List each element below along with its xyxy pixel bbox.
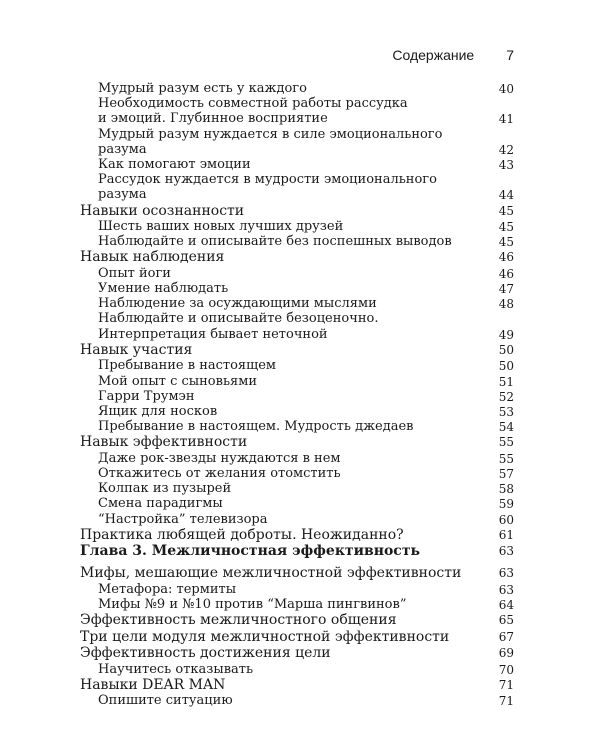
toc-subsection [0,296,600,311]
running-header-title: Содержание [392,47,475,63]
toc-section [0,434,600,451]
toc-entry-title: Ящик для носков [98,403,218,419]
toc-entry-page: 47 [498,282,514,297]
toc-entry-title: Шесть ваших новых лучших друзей [98,219,344,234]
toc-section [0,249,600,266]
toc-entry-page: 58 [498,482,514,497]
toc-entry-page: 55 [498,435,514,450]
toc-entry-title: Три цели модуля межличностной эффективности [80,628,450,645]
toc-entry-page: 45 [498,220,514,234]
toc-entry-page: 51 [498,374,514,389]
toc-subsection [0,234,600,249]
toc-entry-title: Мифы №9 и №10 против “Марша пингвинов” [98,596,407,612]
toc-entry-page: 65 [498,613,514,628]
toc-entry-title: Эффективность межличностного общения [80,612,397,629]
toc-entry-title: Колпак из пузырей [98,481,232,497]
toc-entry-title: Навык эффективности [80,434,248,451]
toc-entry-page: 49 [498,327,514,342]
toc-entry-page: 43 [498,157,514,172]
toc-entry-page: 52 [498,389,514,404]
toc-section [0,612,600,629]
toc-section [0,677,600,694]
toc-entry-page: 63 [498,566,514,581]
toc-entry-page: 70 [498,662,514,677]
toc-section [0,645,600,662]
toc-entry-page: 46 [498,266,514,281]
toc-subsection [0,662,600,677]
toc-subsection [0,512,600,527]
toc-subsection [0,219,600,234]
toc-entry-title: Гарри Трумэн [98,388,195,404]
toc-entry-page: 57 [498,466,514,481]
toc-entry-title: Наблюдение за осуждающими мыслями [98,296,377,312]
toc-subsection [0,281,600,296]
toc-entry-page: 50 [498,342,514,357]
toc-entry-page: 59 [498,497,514,512]
toc-subsection [0,404,600,419]
toc-entry-page: 63 [498,544,514,559]
toc-subsection [0,582,600,597]
toc-entry-title: Откажитесь от желания отомстить [98,465,341,481]
toc-section [0,565,600,582]
toc-entry-title: Практика любящей доброты. Неожиданно? [80,526,404,543]
toc-subsection [0,311,600,326]
toc-entry-title: Научитесь отказывать [98,661,254,677]
toc-subsection [0,142,600,157]
toc-entry-page: 64 [498,597,514,612]
toc-entry-page: 48 [498,297,514,312]
toc-subsection [0,96,600,111]
toc-entry-title: разума [98,141,147,157]
toc-entry-title: Рассудок нуждается в мудрости эмоционального [98,172,437,188]
toc-entry-page: 53 [498,404,514,419]
toc-entry-page: 46 [498,250,514,265]
toc-entry-title: Умение наблюдать [98,281,229,297]
toc-subsection [0,496,600,511]
toc-entry-title: Как помогают эмоции [98,156,251,172]
toc-entry-page: 71 [498,677,514,692]
toc-entry-page: 42 [498,142,514,157]
toc-entry-title: Навыки осознанности [80,202,245,219]
toc-entry-page: 61 [498,527,514,542]
toc-entry-title: Интерпретация бывает неточной [98,326,328,342]
toc-entry-title: Мой опыт с сыновьями [98,373,258,389]
toc-entry-title: Смена парадигмы [98,496,223,512]
toc-subsection [0,466,600,481]
toc-entry-title: Наблюдайте и описывайте без поспешных выводов [98,234,452,250]
page-number: 7 [506,47,514,63]
toc-entry-page: 41 [498,112,514,127]
toc-subsection [0,127,600,142]
toc-entry-page: 55 [498,451,514,466]
toc-subsection [0,389,600,404]
running-header [392,47,514,63]
table-of-contents [0,81,600,708]
toc-entry-title: Опыт йоги [98,265,171,281]
toc-entry-title: Навыки DEAR MAN [80,676,226,693]
toc-entry-page: 67 [498,629,514,644]
toc-entry-page: 69 [498,646,514,661]
toc-entry-title: Опишите ситуацию [98,693,233,709]
toc-entry-page: 54 [498,420,514,435]
toc-chapter [0,543,600,565]
toc-entry-page: 71 [498,694,514,709]
toc-subsection [0,597,600,612]
toc-entry-title: Навык наблюдения [80,249,225,266]
toc-entry-title: Глава 3. Межличностная эффективность [80,543,420,560]
toc-entry-page: 45 [498,203,514,218]
toc-subsection [0,419,600,434]
toc-entry-page: 60 [498,512,514,527]
toc-subsection [0,451,600,466]
toc-subsection [0,693,600,708]
toc-entry-page: 45 [498,235,514,250]
toc-entry-page: 50 [498,359,514,374]
toc-entry-page: 63 [498,582,514,597]
toc-entry-title: Необходимость совместной работы рассудка [98,96,408,112]
toc-subsection [0,81,600,96]
toc-entry-title: Эффективность достижения цели [80,645,331,662]
toc-subsection [0,358,600,373]
toc-subsection [0,111,600,126]
toc-entry-title: разума [98,187,147,203]
toc-entry-title: Мифы, мешающие межличностной эффективности [80,565,462,582]
toc-entry-title: Даже рок-звезды нуждаются в нем [98,450,341,466]
toc-subsection [0,172,600,187]
toc-entry-title: и эмоций. Глубинное восприятие [98,111,328,127]
toc-entry-page: 44 [498,188,514,203]
toc-entry-title: “Настройка” телевизора [98,511,268,527]
toc-section [0,629,600,646]
toc-entry-title: Пребывание в настоящем. Мудрость джедаев [98,419,414,435]
toc-entry-title: Метафора: термиты [98,581,237,597]
toc-entry-title: Наблюдайте и описывайте безоценочно. [98,311,379,327]
toc-subsection [0,481,600,496]
toc-subsection [0,157,600,172]
toc-subsection [0,327,600,342]
toc-section [0,527,600,544]
toc-entry-title: Навык участия [80,341,193,358]
toc-entry-title: Пребывание в настоящем [98,358,277,374]
toc-subsection [0,187,600,202]
toc-entry-title: Мудрый разум есть у каждого [98,81,307,96]
toc-entry-title: Мудрый разум нуждается в силе эмоционального [98,126,443,142]
toc-subsection [0,266,600,281]
toc-entry-page: 40 [498,82,514,96]
toc-section [0,203,600,220]
toc-section [0,342,600,359]
toc-subsection [0,374,600,389]
